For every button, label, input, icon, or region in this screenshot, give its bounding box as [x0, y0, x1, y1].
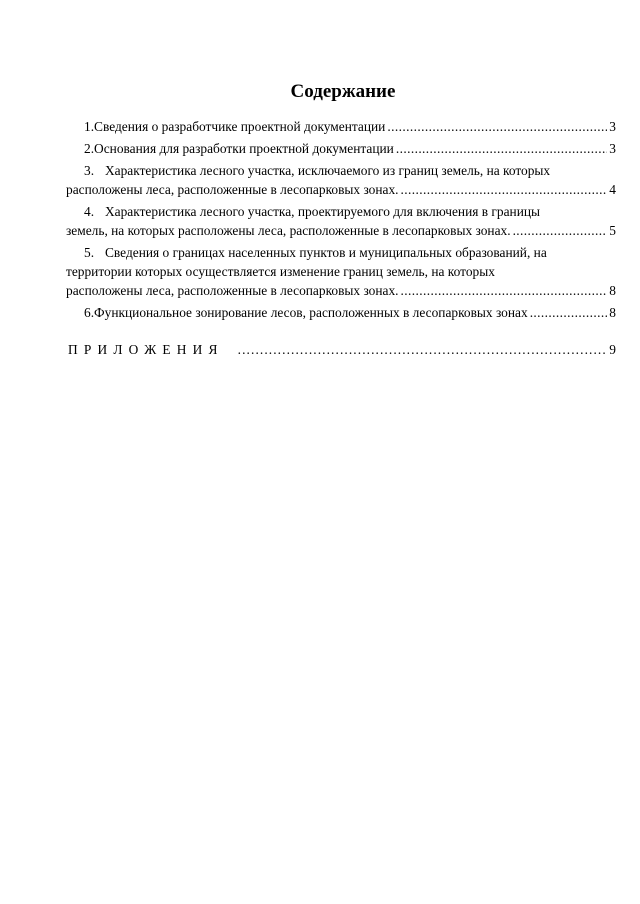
toc-entry-number: 5. [84, 245, 95, 260]
toc-entry-5[interactable] [66, 243, 616, 300]
toc-leader-dots [530, 303, 608, 322]
toc-page-number: 4 [609, 182, 616, 197]
toc-entry-6[interactable] [84, 303, 616, 322]
toc-entry-4[interactable] [66, 202, 616, 240]
toc-entry-number: 3. [84, 163, 95, 178]
toc-page-number: 3 [609, 141, 616, 156]
toc-entry-text: земель, на которых расположены леса, расположенные в лесопарковых зонах. [66, 223, 511, 238]
toc-page-number: 8 [609, 305, 616, 320]
toc-leader-dots [238, 340, 608, 359]
toc-entry-number: 2. [84, 141, 95, 156]
toc-entry-1[interactable] [84, 117, 616, 136]
toc-leader-dots [387, 117, 607, 136]
toc-leader-dots [401, 180, 608, 199]
toc-leader-dots [513, 221, 608, 240]
toc-entry-number: 6. [84, 305, 95, 320]
toc-entry-number: 4. [84, 204, 95, 219]
toc-page-number: 9 [609, 342, 616, 357]
toc-entry-2[interactable] [84, 139, 616, 158]
toc-entry-text: Сведения о границах населенных пунктов и муниципальных образований, на [105, 245, 547, 260]
appendix-label: ПРИЛОЖЕНИЯ [68, 342, 224, 357]
toc-appendix-entry[interactable] [68, 340, 616, 359]
toc-entry-text: Характеристика лесного участка, исключаемого из границ земель, на которых [105, 163, 551, 178]
table-of-contents [66, 117, 616, 322]
page-title: Содержание [290, 81, 396, 102]
toc-entry-text: Функциональное зонирование лесов, расположенных в лесопарковых зонах [94, 305, 528, 320]
toc-entry-text: Сведения о разработчике проектной документации [94, 119, 386, 134]
toc-leader-dots [396, 139, 607, 158]
toc-entry-3[interactable] [66, 161, 616, 199]
toc-page-number: 8 [609, 283, 616, 298]
toc-page-number: 3 [609, 119, 616, 134]
toc-entry-number: 1. [84, 119, 95, 134]
toc-page-number: 5 [609, 223, 616, 238]
toc-entry-text: расположены леса, расположенные в лесопарковых зонах. [66, 182, 399, 197]
toc-entry-text: Основания для разработки проектной документации [94, 141, 394, 156]
toc-entry-text: расположены леса, расположенные в лесопарковых зонах. [66, 283, 399, 298]
toc-leader-dots [401, 281, 608, 300]
toc-entry-text: Характеристика лесного участка, проектируемого для включения в границы [105, 204, 541, 219]
toc-entry-text: территории которых осуществляется изменение границ земель, на которых [66, 264, 495, 279]
